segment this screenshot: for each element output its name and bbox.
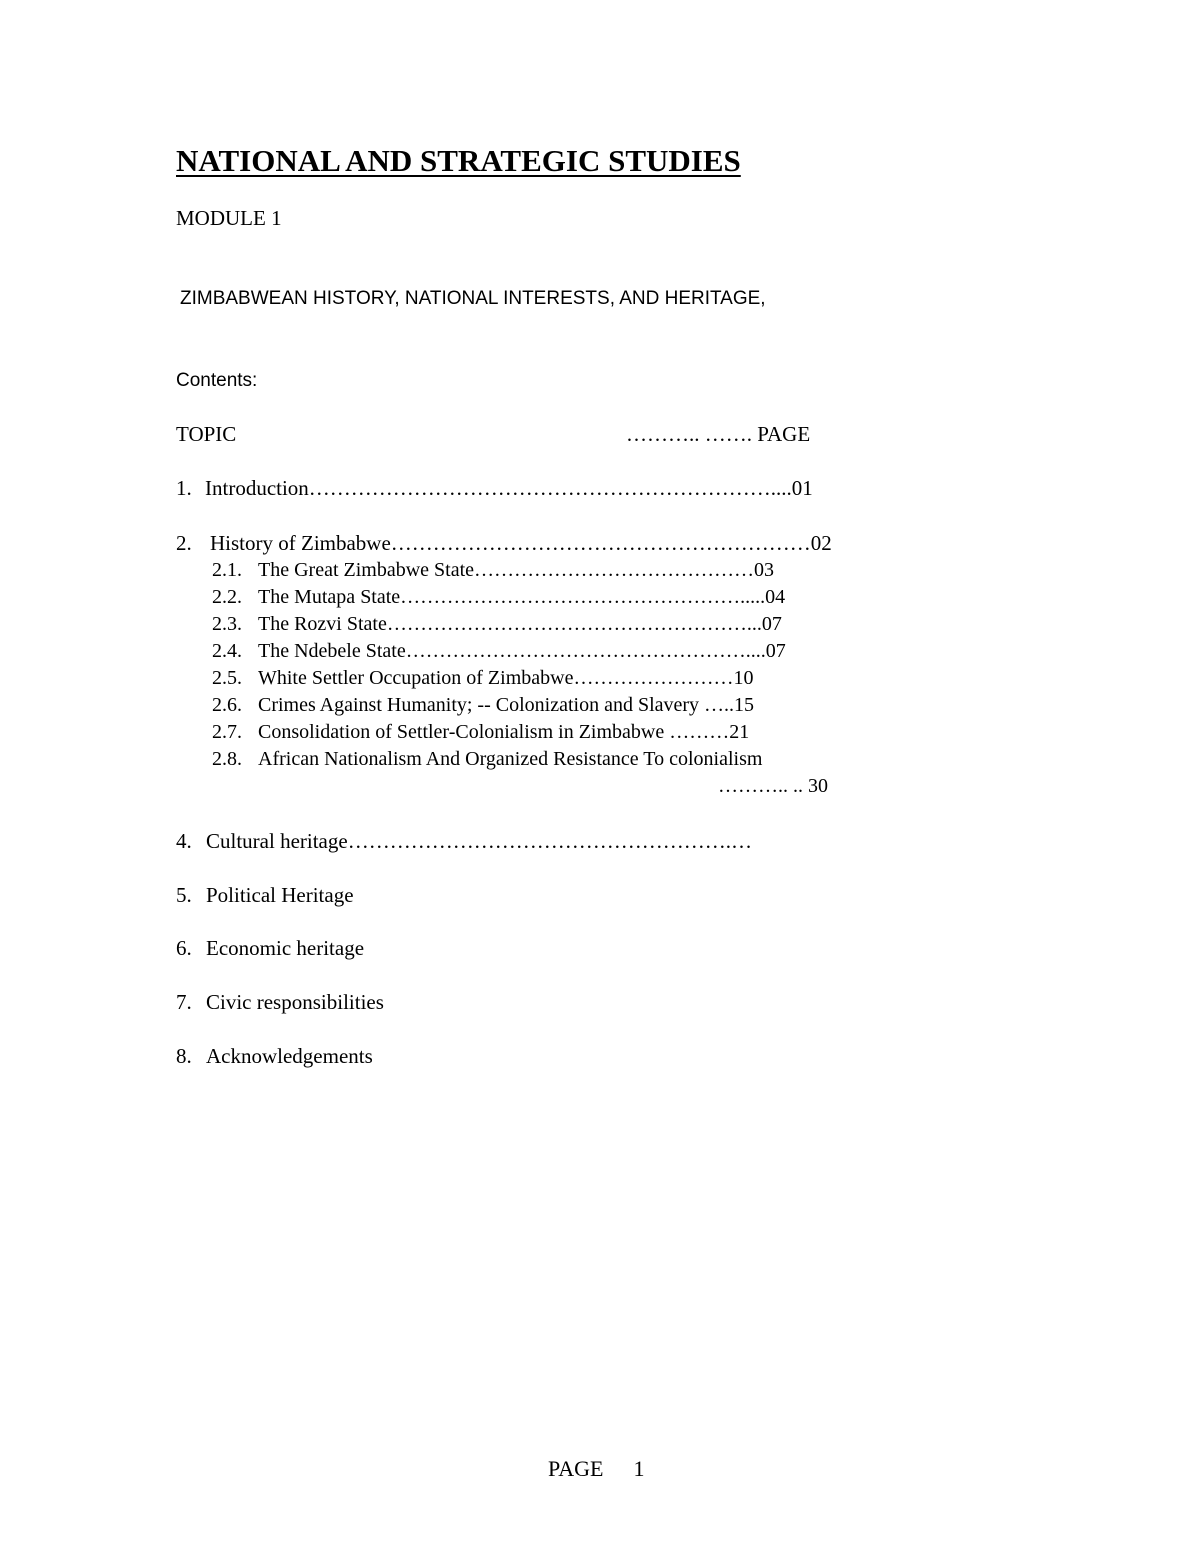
- toc-subentry-continuation: ……….. .. 30: [718, 775, 828, 797]
- contents-label: Contents:: [176, 370, 258, 391]
- toc-subentry-consolidation: Consolidation of Settler-Colonialism in Zimbabwe ………21: [258, 721, 750, 743]
- toc-entry-history-number: 2.: [176, 531, 192, 555]
- page-footer: [548, 1458, 644, 1480]
- toc-subentry-number: 2.7.: [212, 721, 242, 743]
- toc-subentry-rozvi: The Rozvi State………………………………………………...07: [258, 613, 782, 635]
- toc-subentry-number: 2.1.: [212, 559, 242, 581]
- document-subtitle: ZIMBABWEAN HISTORY, NATIONAL INTERESTS, AND HERITAGE,: [180, 288, 766, 309]
- toc-entry-cultural: Cultural heritage……………………………………………….…: [206, 829, 752, 853]
- toc-subentry-number: 2.8.: [212, 748, 242, 770]
- toc-entry-number: 8.: [176, 1044, 192, 1068]
- toc-entry-number: 6.: [176, 936, 192, 960]
- toc-subentry-number: 2.3.: [212, 613, 242, 635]
- toc-subentry-white-settler: White Settler Occupation of Zimbabwe……………………10: [258, 667, 754, 689]
- toc-entry-history: History of Zimbabwe……………………………………………………02: [210, 531, 832, 555]
- toc-subentry-number: 2.6.: [212, 694, 242, 716]
- toc-subentry-crimes: Crimes Against Humanity; -- Colonization and Slavery …..15: [258, 694, 755, 716]
- toc-entry-introduction: Introduction…………………………………………………………....01: [205, 476, 813, 500]
- toc-entry-civic: Civic responsibilities: [206, 990, 384, 1014]
- toc-entry-number: 5.: [176, 883, 192, 907]
- footer-page-number: 1: [633, 1456, 645, 1481]
- toc-entry-political: Political Heritage: [206, 883, 354, 907]
- toc-subentry-great-zimbabwe: The Great Zimbabwe State……………………………………03: [258, 559, 775, 581]
- toc-subentry-ndebele: The Ndebele State……………………………………………....07: [258, 640, 786, 662]
- toc-header-page: ……….. ……. PAGE: [626, 422, 811, 446]
- toc-entry-number: 4.: [176, 829, 192, 853]
- toc-entry-economic: Economic heritage: [206, 936, 365, 960]
- document-title: NATIONAL AND STRATEGIC STUDIES: [176, 143, 741, 178]
- toc-entry-number: 7.: [176, 990, 192, 1014]
- toc-header-topic: TOPIC: [176, 422, 237, 446]
- toc-subentry-number: 2.4.: [212, 640, 242, 662]
- toc-subentry-number: 2.2.: [212, 586, 242, 608]
- toc-subentry-mutapa: The Mutapa State…………………………………………….....04: [258, 586, 786, 608]
- footer-page-label: PAGE: [548, 1456, 604, 1481]
- toc-subentry-number: 2.5.: [212, 667, 242, 689]
- toc-subentry-african-nationalism: African Nationalism And Organized Resistance To colonialism: [258, 748, 763, 770]
- module-label: MODULE 1: [176, 206, 282, 230]
- toc-entry-introduction-number: 1.: [176, 476, 192, 500]
- toc-entry-acknowledgements: Acknowledgements: [206, 1044, 373, 1068]
